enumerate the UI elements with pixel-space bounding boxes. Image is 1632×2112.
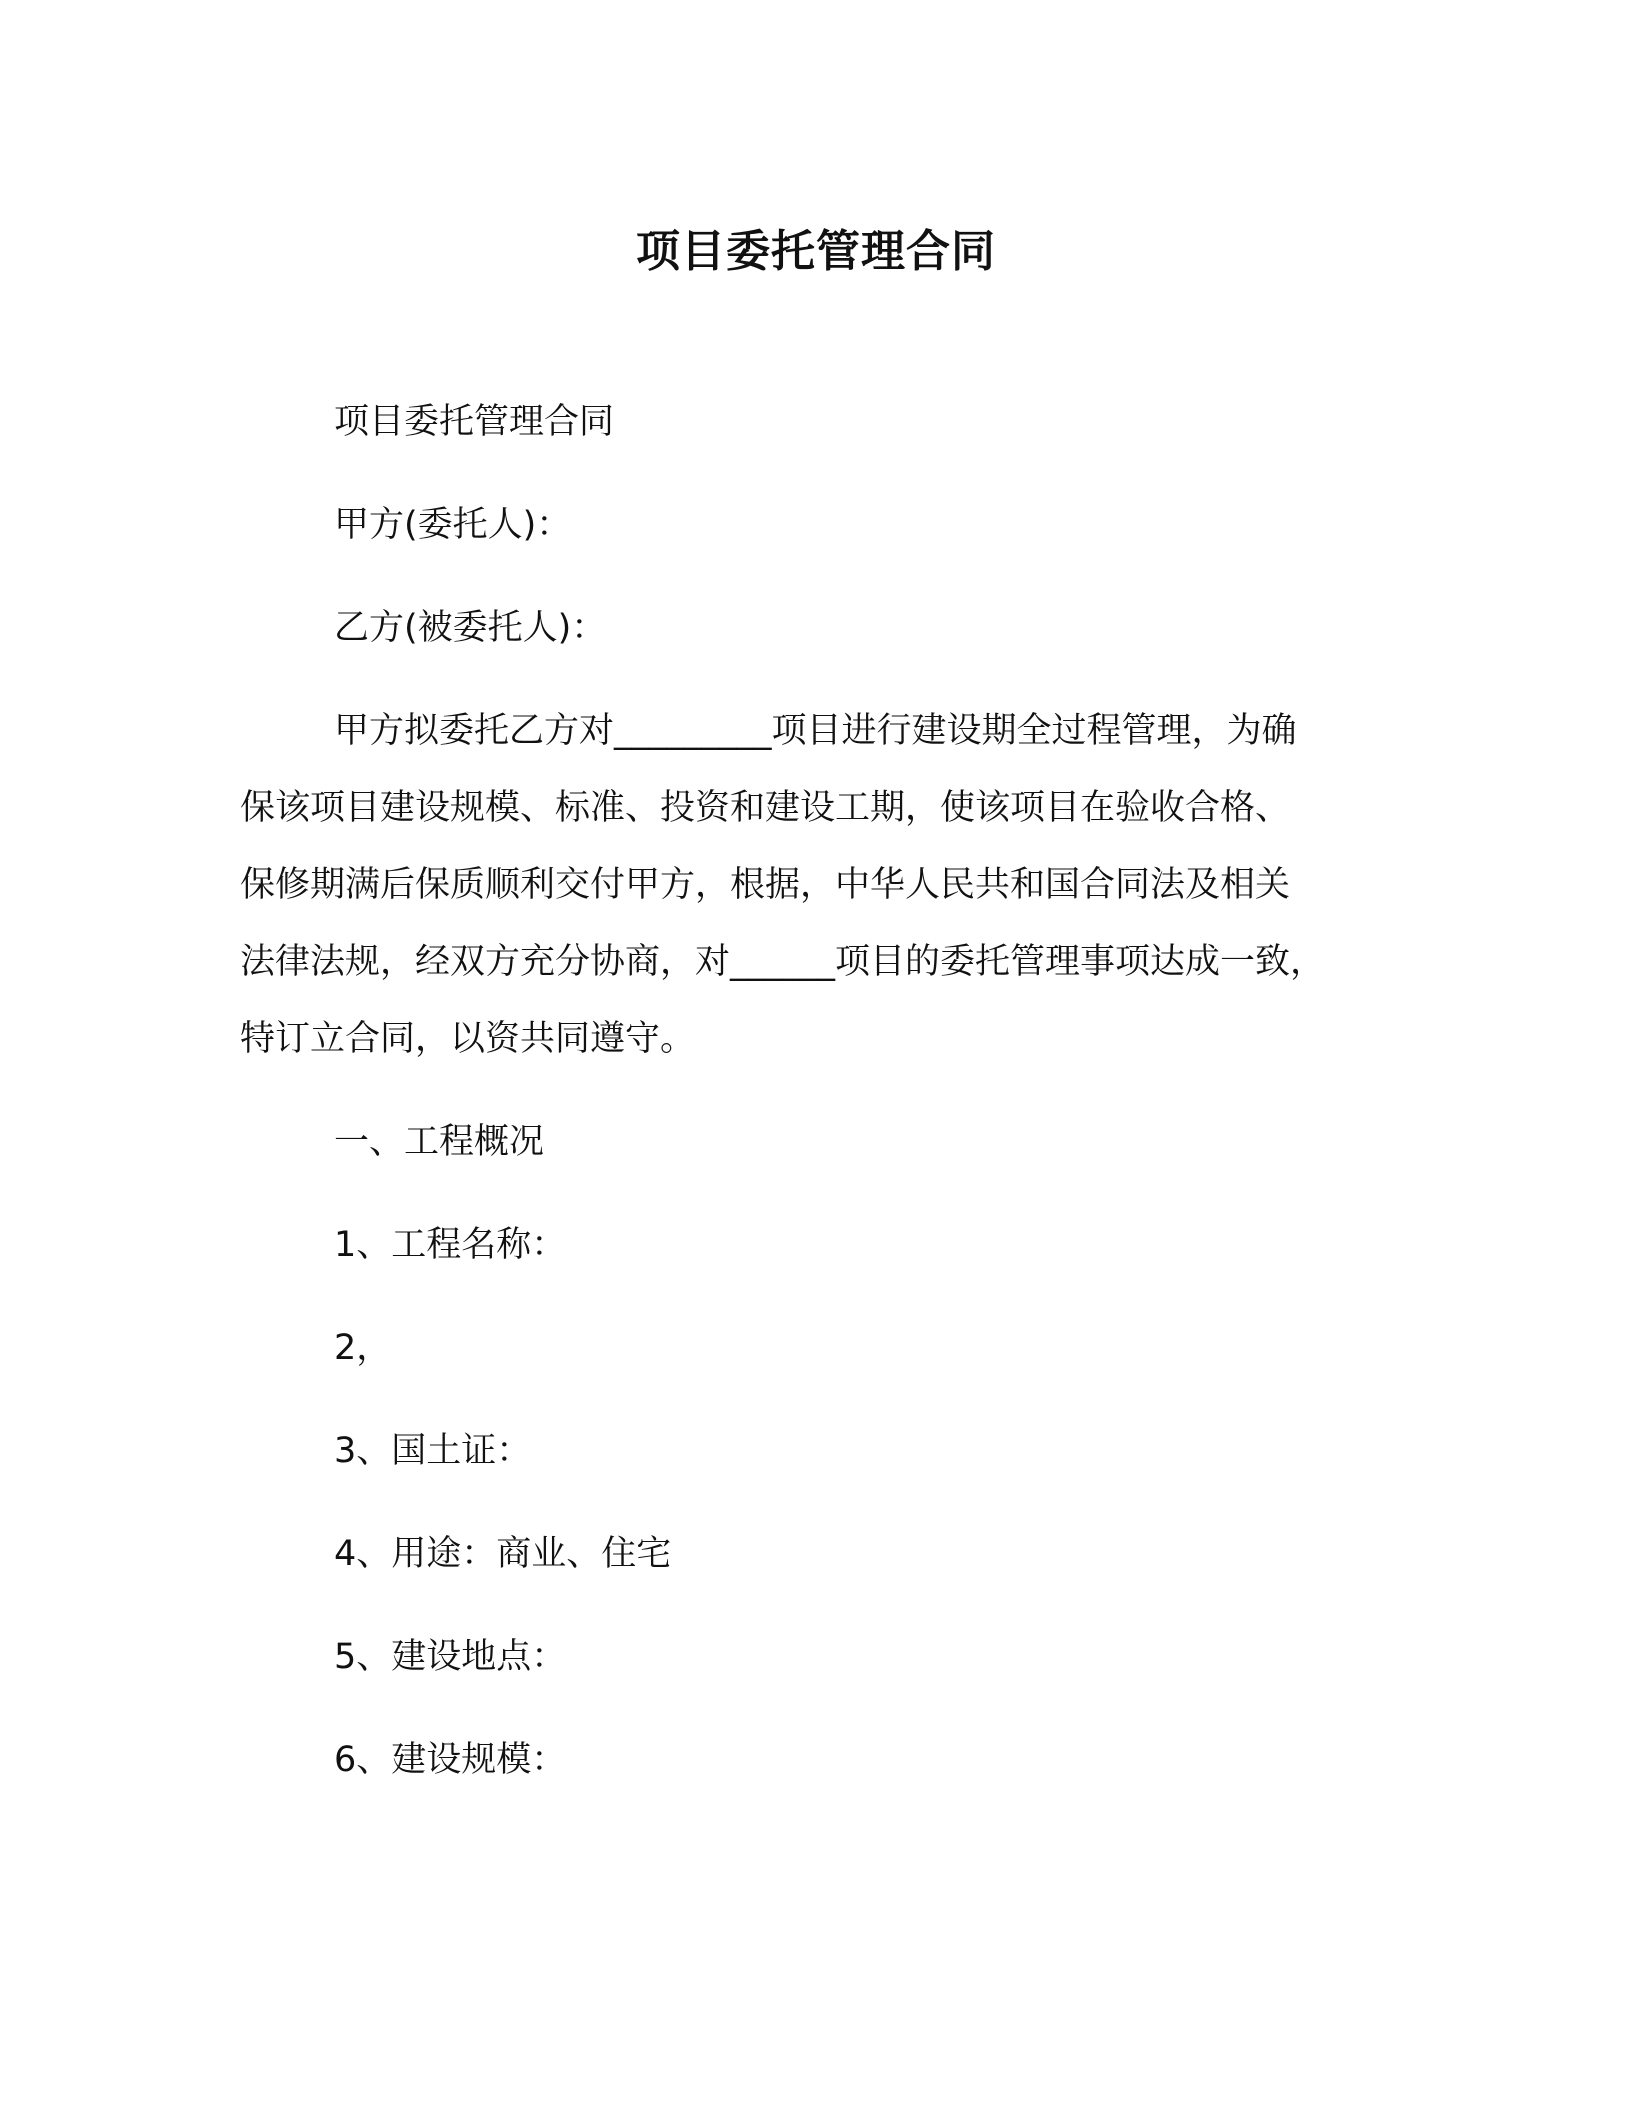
list-item-land-certificate: 3、国土证：: [334, 1431, 532, 1471]
intro-line-4: 法律法规，经双方充分协商，对______项目的委托管理事项达成一致，: [240, 942, 1326, 982]
document-title: 项目委托管理合同: [636, 226, 996, 277]
list-item-construction-scale: 6、建设规模：: [334, 1740, 567, 1780]
intro-paragraph: [240, 705, 1400, 1090]
list-item-construction-site: 5、建设地点：: [334, 1637, 567, 1677]
contract-subtitle: 项目委托管理合同: [334, 402, 615, 442]
intro-line-3: 保修期满后保质顺利交付甲方，根据，中华人民共和国合同法及相关: [240, 865, 1291, 905]
list-item-2: 2，: [334, 1328, 392, 1368]
list-item-usage: 4、用途：商业、住宅: [334, 1534, 672, 1574]
section-heading-project-overview: 一、工程概况: [334, 1122, 545, 1162]
party-b-label: 乙方(被委托人)：: [334, 608, 607, 648]
list-item-project-name: 1、工程名称：: [334, 1225, 567, 1265]
party-a-label: 甲方(委托人)：: [334, 505, 572, 545]
intro-line-5: 特订立合同，以资共同遵守。: [240, 1019, 696, 1059]
intro-line-2: 保该项目建设规模、标准、投资和建设工期，使该项目在验收合格、: [240, 788, 1291, 828]
intro-line-1: 甲方拟委托乙方对_________项目进行建设期全过程管理，为确: [334, 711, 1297, 751]
